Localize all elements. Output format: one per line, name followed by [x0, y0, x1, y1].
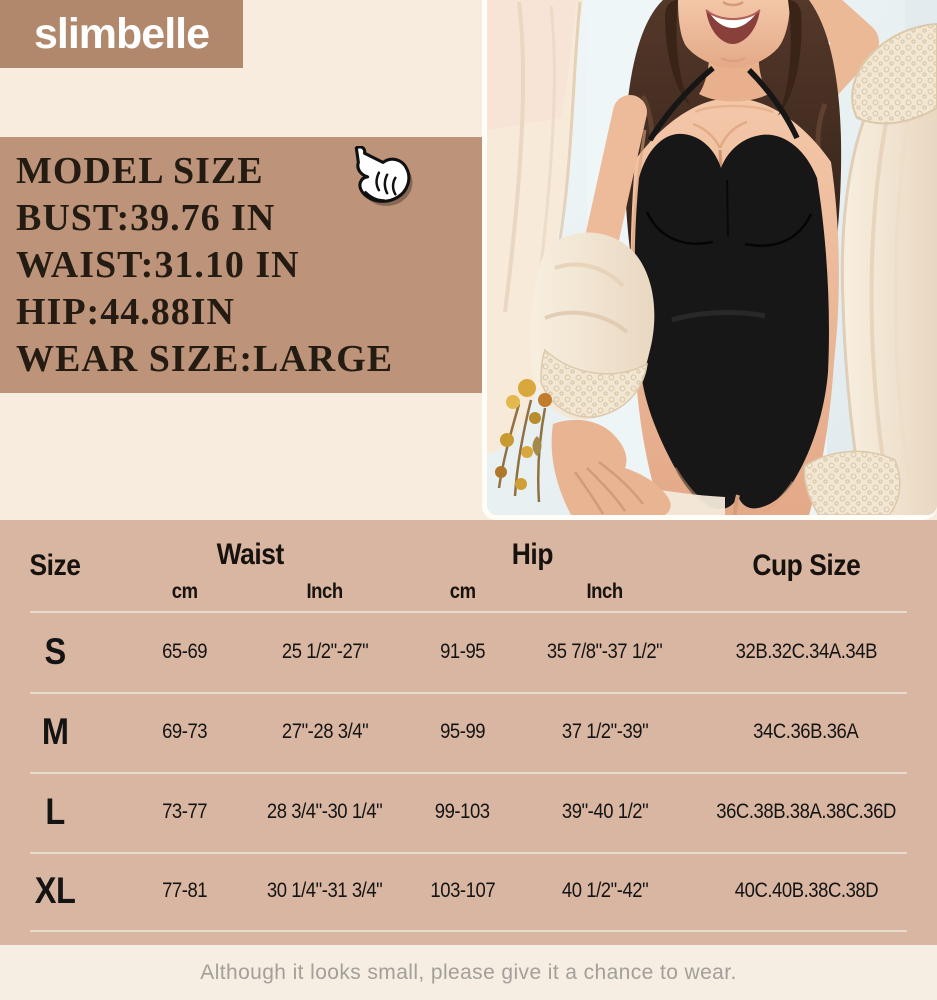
hip-cm-value: 99-103 — [435, 800, 490, 823]
hip-inch-value: 39"-40 1/2" — [561, 800, 649, 823]
pointing-hand-icon — [344, 146, 420, 222]
size-label: L — [45, 791, 65, 832]
subheader-hip-cm: cm — [449, 579, 476, 603]
model-photo-illustration — [487, 0, 937, 515]
hip-cm-value: 91-95 — [439, 639, 486, 663]
row-divider — [30, 611, 907, 613]
waist-inch-value: 28 3/4"-30 1/4" — [267, 800, 383, 823]
waist-inch-value: 25 1/2"-27" — [281, 639, 369, 663]
cup-size-value: 40C.40B.38C.38D — [734, 879, 878, 902]
row-divider — [30, 692, 907, 694]
size-chart-body — [0, 611, 937, 930]
size-chart — [0, 520, 937, 945]
brand-logo — [0, 0, 243, 68]
size-label: XL — [34, 870, 76, 911]
waist-inch-value: 27"-28 3/4" — [281, 720, 369, 743]
waist-cm-value: 73-77 — [162, 800, 208, 823]
row-divider — [30, 852, 907, 854]
waist-cm-value: 65-69 — [162, 639, 208, 663]
cup-size-value: 32B.32C.34A.34B — [735, 639, 877, 663]
cup-size-value: 36C.38B.38A.38C.36D — [716, 800, 896, 823]
waist-cm-value: 69-73 — [162, 720, 208, 743]
cup-size-value: 34C.36B.36A — [753, 720, 859, 743]
waist-inch-value: 30 1/4"-31 3/4" — [267, 879, 383, 902]
subheader-hip-inch: Inch — [586, 579, 624, 603]
table-row-l — [0, 772, 937, 852]
hip-cm-value: 95-99 — [439, 720, 486, 743]
model-bust: BUST:39.76 IN — [16, 197, 276, 239]
model-photo-frame — [482, 0, 937, 520]
col-header-waist: Waist — [216, 538, 284, 571]
row-divider — [30, 930, 907, 932]
size-label: S — [44, 630, 66, 672]
col-header-cup-size: Cup Size — [752, 548, 860, 582]
model-hip: HIP:44.88IN — [16, 291, 235, 333]
hip-cm-value: 103-107 — [430, 879, 495, 902]
size-label: M — [41, 711, 69, 752]
hip-inch-value: 35 7/8"-37 1/2" — [547, 639, 663, 663]
model-photo — [487, 0, 937, 515]
table-row-s — [0, 611, 937, 692]
model-waist: WAIST:31.10 IN — [16, 244, 300, 286]
brand-logo-text: slimbelle — [33, 9, 210, 58]
col-header-size: Size — [29, 548, 81, 582]
footer-note-bar — [0, 945, 937, 1000]
robe-sleeve-right — [842, 24, 937, 515]
model-size-title: MODEL SIZE — [16, 150, 264, 192]
hip-inch-value: 37 1/2"-39" — [561, 720, 649, 743]
subheader-waist-cm: cm — [172, 579, 198, 603]
table-row-m — [0, 692, 937, 772]
row-divider — [30, 772, 907, 774]
waist-cm-value: 77-81 — [162, 879, 208, 902]
hip-inch-value: 40 1/2"-42" — [561, 879, 649, 902]
robe-bunch-left — [530, 233, 654, 420]
table-row-xl — [0, 852, 937, 930]
col-header-hip: Hip — [511, 538, 554, 571]
footer-note-text: Although it looks small, please give it a chance to wear. — [200, 960, 737, 984]
size-chart-header — [0, 520, 937, 611]
model-wear-size: WEAR SIZE:LARGE — [16, 338, 394, 380]
subheader-waist-inch: Inch — [306, 579, 344, 603]
lace-hem — [805, 451, 900, 515]
